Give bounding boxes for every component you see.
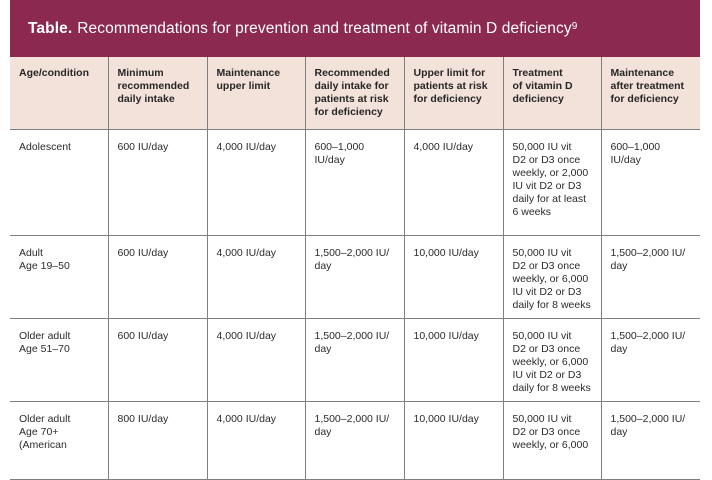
- cell-line: weekly, or 6,000: [512, 356, 589, 368]
- cell-line: 600–1,000 IU/day: [314, 141, 365, 166]
- table-cell: [305, 402, 404, 480]
- cell-line: patients at risk: [314, 93, 389, 105]
- cell-line: Maintenance: [610, 67, 675, 79]
- cell-line: Minimum: [117, 67, 164, 79]
- cell-line: 800 IU/day: [117, 413, 169, 425]
- cell-line: daily for at least: [512, 193, 587, 205]
- cell-line: day: [610, 426, 628, 438]
- table-cell: [207, 402, 305, 480]
- table-row: [10, 236, 700, 319]
- cell-line: day: [314, 343, 332, 355]
- cell-line: weekly, or 6,000: [512, 273, 589, 285]
- cell-line: 1,500–2,000 IU/: [610, 413, 686, 425]
- table-cell: [305, 236, 404, 319]
- cell-line: 6 weeks: [512, 206, 552, 218]
- cell-line: 4,000 IU/day: [216, 247, 277, 259]
- cell-line: Treatment: [512, 67, 563, 79]
- column-header: [108, 57, 207, 130]
- cell-line: 10,000 IU/day: [413, 330, 479, 342]
- cell-line: Age 51–70: [19, 343, 70, 355]
- cell-line: Older adult: [19, 330, 71, 342]
- cell-line: 50,000 IU vit: [512, 247, 572, 259]
- cell-line: 10,000 IU/day: [413, 413, 479, 425]
- cell-line: D2 or D3 once: [512, 343, 581, 355]
- row-header-cell: [10, 236, 108, 319]
- table-cell: [108, 130, 207, 236]
- cell-line: Age 19–50: [19, 260, 70, 272]
- table-cell: [305, 319, 404, 402]
- column-header: [10, 57, 108, 130]
- row-header-cell: [10, 319, 108, 402]
- table-cell: [503, 130, 601, 236]
- cell-line: D2 or D3 once: [512, 154, 581, 166]
- column-header: [207, 57, 305, 130]
- cell-line: for deficiency: [413, 93, 482, 105]
- cell-line: weekly, or 6,000: [512, 439, 589, 451]
- cell-line: Older adult: [19, 413, 71, 425]
- cell-line: 4,000 IU/day: [216, 141, 277, 153]
- cell-line: recommended: [117, 80, 190, 92]
- cell-line: upper limit: [216, 80, 271, 92]
- table-cell: [601, 402, 700, 480]
- cell-line: 1,500–2,000 IU/: [314, 330, 390, 342]
- cell-line: day: [314, 426, 332, 438]
- cell-line: Age 70+: [19, 426, 59, 438]
- cell-line: Recommended: [314, 67, 390, 79]
- row-header-cell: [10, 402, 108, 480]
- recommendations-table: [10, 57, 700, 480]
- table-cell: [108, 236, 207, 319]
- table-body: [10, 130, 700, 480]
- cell-line: Upper limit for: [413, 67, 486, 79]
- cell-line: IU vit D2 or D3: [512, 180, 582, 192]
- table-cell: [404, 402, 503, 480]
- cell-line: after treatment: [610, 80, 685, 92]
- cell-line: 600–1,000 IU/day: [610, 141, 661, 166]
- table-cell: [108, 402, 207, 480]
- table-row: [10, 319, 700, 402]
- table-cell: [404, 130, 503, 236]
- cell-line: 10,000 IU/day: [413, 247, 479, 259]
- cell-line: deficiency: [512, 93, 564, 105]
- cell-line: patients at risk: [413, 80, 488, 92]
- cell-line: IU vit D2 or D3: [512, 369, 582, 381]
- cell-line: 4,000 IU/day: [413, 141, 474, 153]
- cell-line: for deficiency: [314, 106, 383, 118]
- cell-line: Adolescent: [19, 141, 71, 153]
- column-header: [305, 57, 404, 130]
- cell-line: for deficiency: [610, 93, 679, 105]
- cell-line: 4,000 IU/day: [216, 330, 277, 342]
- table-cell: [601, 130, 700, 236]
- table-cell: [404, 319, 503, 402]
- table-row: [10, 402, 700, 480]
- cell-line: Age/condition: [19, 67, 89, 79]
- cell-line: 50,000 IU vit: [512, 141, 572, 153]
- cell-line: 600 IU/day: [117, 330, 169, 342]
- cell-line: 1,500–2,000 IU/: [610, 330, 686, 342]
- cell-line: weekly, or 2,000: [512, 167, 589, 179]
- table-cell: [404, 236, 503, 319]
- cell-line: of vitamin D: [512, 80, 573, 92]
- table-row: [10, 130, 700, 236]
- table-cell: [108, 319, 207, 402]
- table-cell: [207, 319, 305, 402]
- table-cell: [503, 402, 601, 480]
- table-title: Recommendations for prevention and treatment of vitamin D deficiency: [77, 19, 572, 37]
- cell-line: 1,500–2,000 IU/: [610, 247, 686, 259]
- table-cell: [305, 130, 404, 236]
- table-title-bar: [10, 0, 700, 57]
- cell-line: Maintenance: [216, 67, 281, 79]
- table-header-row: [10, 57, 700, 130]
- cell-line: daily for 8 weeks: [512, 299, 591, 311]
- cell-line: day: [314, 260, 332, 272]
- table-cell: [503, 319, 601, 402]
- cell-line: Adult: [19, 247, 43, 259]
- cell-line: day: [610, 260, 628, 272]
- cell-line: daily intake: [117, 93, 175, 105]
- column-header: [404, 57, 503, 130]
- cell-line: daily for 8 weeks: [512, 382, 591, 394]
- table-cell: [207, 130, 305, 236]
- cell-line: IU vit D2 or D3: [512, 286, 582, 298]
- cell-line: 50,000 IU vit: [512, 413, 572, 425]
- cell-line: D2 or D3 once: [512, 260, 581, 272]
- column-header: [601, 57, 700, 130]
- row-header-cell: [10, 130, 108, 236]
- cell-line: day: [610, 343, 628, 355]
- table-label: Table.: [28, 19, 73, 37]
- reference-marker: 9: [571, 21, 578, 32]
- table-cell: [503, 236, 601, 319]
- cell-line: D2 or D3 once: [512, 426, 581, 438]
- cell-line: 50,000 IU vit: [512, 330, 572, 342]
- cell-line: daily intake for: [314, 80, 389, 92]
- table-cell: [207, 236, 305, 319]
- cell-line: 600 IU/day: [117, 247, 169, 259]
- table-cell: [601, 236, 700, 319]
- cell-line: 1,500–2,000 IU/: [314, 247, 390, 259]
- cell-line: 1,500–2,000 IU/: [314, 413, 390, 425]
- table-cell: [601, 319, 700, 402]
- cell-line: 4,000 IU/day: [216, 413, 277, 425]
- document-frame: [10, 0, 700, 451]
- column-header: [503, 57, 601, 130]
- cell-line: 600 IU/day: [117, 141, 169, 153]
- cell-line: (American: [19, 439, 67, 451]
